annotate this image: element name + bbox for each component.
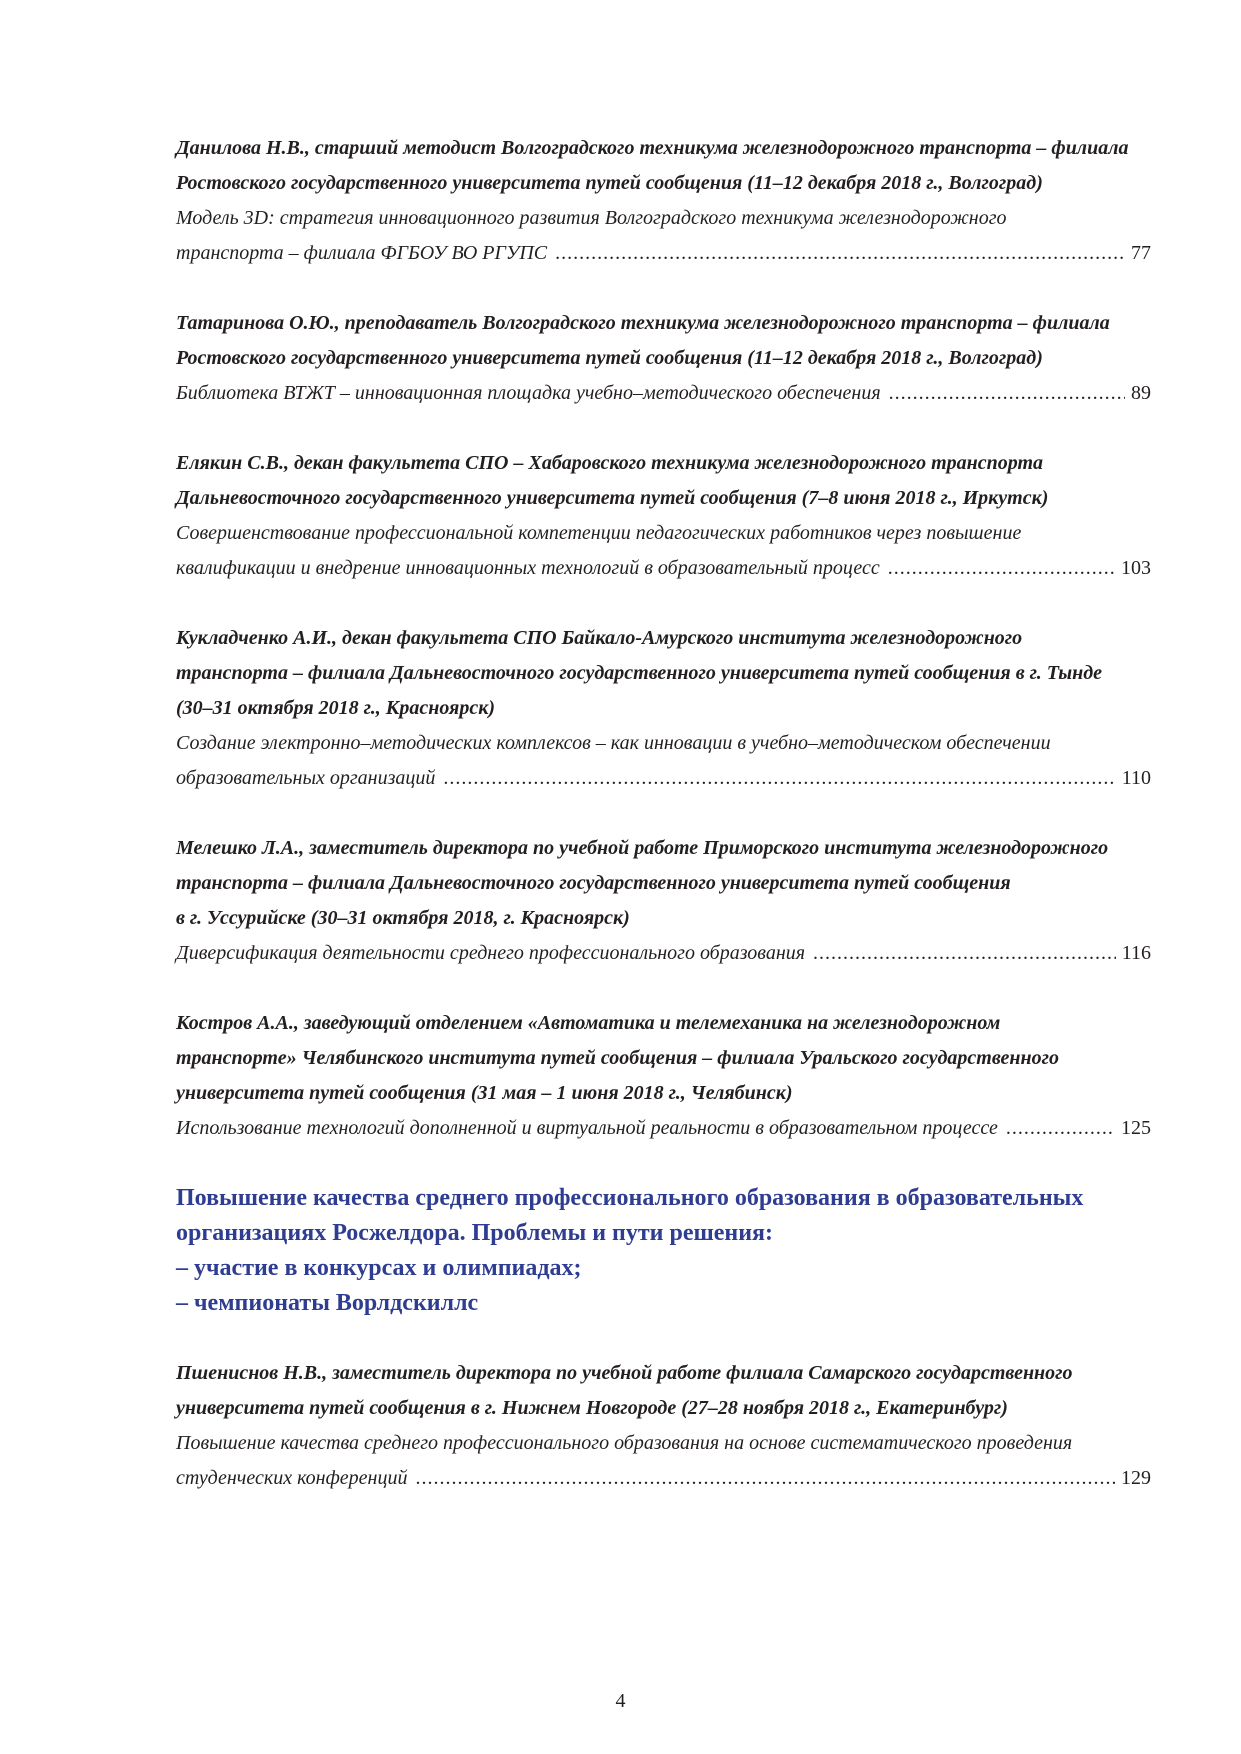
entry-page-number: 116: [1121, 942, 1151, 964]
entry-author: Дальневосточного государственного университета путей сообщения (7–8 июня 2018 г., Иркутск): [176, 487, 1049, 509]
entry-page-number: 125: [1121, 1117, 1151, 1139]
entry-title-leader: [176, 551, 1151, 586]
entry-title-leader: [176, 376, 1151, 411]
entry-title: квалификации и внедрение инновационных технологий в образовательный процесс: [176, 557, 880, 579]
entry-author: Мелешко Л.А., заместитель директора по учебной работе Приморского института железнодорожного: [176, 837, 1109, 859]
entry-author: университета путей сообщения в г. Нижнем Новгороде (27–28 ноября 2018 г., Екатеринбург): [176, 1397, 1008, 1419]
entry-title: Создание электронно–методических комплексов – как инновации в учебно–методическом обеспечении: [176, 732, 1051, 754]
entry-author: Данилова Н.В., старший методист Волгоградского техникума железнодорожного транспорта – филиала: [176, 137, 1129, 159]
toc-entry[interactable]: [176, 446, 1151, 586]
entry-author: транспорта – филиала Дальневосточного государственного университета путей сообщения в г. Тынде: [176, 662, 1103, 684]
entry-author: Елякин С.В., декан факультета СПО – Хабаровского техникума железнодорожного транспорта: [176, 452, 1044, 474]
dot-leader: [813, 936, 1116, 971]
entry-author: университета путей сообщения (31 мая – 1 июня 2018 г., Челябинск): [176, 1082, 793, 1104]
entry-title: Совершенствование профессиональной компетенции педагогических работников через повышение: [176, 522, 1022, 544]
entry-title-leader: [176, 236, 1151, 271]
section-heading-line: организациях Росжелдора. Проблемы и пути решения:: [176, 1220, 774, 1246]
dot-leader: [555, 236, 1125, 271]
toc-entry[interactable]: [176, 831, 1151, 971]
entry-author: Ростовского государственного университета путей сообщения (11–12 декабря 2018 г., Волгоград): [176, 172, 1043, 194]
dot-leader: [888, 551, 1115, 586]
entry-title-leader: [176, 1461, 1151, 1496]
entry-author: Пшениснов Н.В., заместитель директора по учебной работе филиала Самарского государственного: [176, 1362, 1073, 1384]
entries-before: [176, 131, 1151, 1146]
entry-title-leader: [176, 936, 1151, 971]
entry-title-leader: [176, 761, 1151, 796]
entry-author: (30–31 октября 2018 г., Красноярск): [176, 697, 496, 719]
entry-author: в г. Уссурийске (30–31 октября 2018, г. Красноярск): [176, 907, 630, 929]
section-heading-line: Повышение качества среднего профессионального образования в образовательных: [176, 1185, 1084, 1211]
dot-leader: [1006, 1111, 1115, 1146]
entries-after: [176, 1356, 1151, 1496]
toc-entry[interactable]: [176, 306, 1151, 411]
dot-leader: [889, 376, 1125, 411]
entry-title: Повышение качества среднего профессионального образования на основе систематического проведения: [176, 1432, 1073, 1454]
toc-entry[interactable]: [176, 1006, 1151, 1146]
entry-author: транспорте» Челябинского института путей сообщения – филиала Уральского государственного: [176, 1047, 1060, 1069]
entry-title: Использование технологий дополненной и виртуальной реальности в образовательном процессе: [176, 1117, 998, 1139]
entry-page-number: 129: [1121, 1467, 1151, 1489]
toc-entry[interactable]: [176, 131, 1151, 271]
entry-author: Кукладченко А.И., декан факультета СПО Байкало-Амурского института железнодорожного: [176, 627, 1023, 649]
entry-page-number: 77: [1131, 242, 1151, 264]
entry-title: Библиотека ВТЖТ – инновационная площадка учебно–методического обеспечения: [176, 382, 881, 404]
toc-entry[interactable]: [176, 621, 1151, 796]
section-heading-line: – участие в конкурсах и олимпиадах;: [176, 1255, 582, 1281]
dot-leader: [415, 1461, 1115, 1496]
entry-author: Костров А.А., заведующий отделением «Автоматика и телемеханика на железнодорожном: [176, 1012, 1001, 1034]
entry-author: транспорта – филиала Дальневосточного государственного университета путей сообщения: [176, 872, 1011, 894]
toc-entry[interactable]: [176, 1356, 1151, 1496]
dot-leader: [443, 761, 1115, 796]
entry-title: Диверсификация деятельности среднего профессионального образования: [176, 942, 806, 964]
page-number: 4: [615, 1690, 626, 1712]
entry-author: Ростовского государственного университета путей сообщения (11–12 декабря 2018 г., Волгоград): [176, 347, 1043, 369]
entry-title: транспорта – филиала ФГБОУ ВО РГУПС: [176, 242, 548, 264]
entry-title-leader: [176, 1111, 1151, 1146]
section-heading: [176, 1181, 1151, 1321]
entry-page-number: 89: [1131, 382, 1151, 404]
table-of-contents: [176, 131, 1151, 1531]
entry-author: Татаринова О.Ю., преподаватель Волгоградского техникума железнодорожного транспорта – филиала: [176, 312, 1110, 334]
entry-title: образовательных организаций: [176, 767, 436, 789]
entry-page-number: 110: [1121, 767, 1151, 789]
section-heading-line: – чемпионаты Ворлдскиллс: [176, 1290, 479, 1316]
entry-title: Модель 3D: стратегия инновационного развития Волгоградского техникума железнодорожного: [176, 207, 1007, 229]
entry-title: студенческих конференций: [176, 1467, 408, 1489]
entry-page-number: 103: [1121, 557, 1151, 579]
